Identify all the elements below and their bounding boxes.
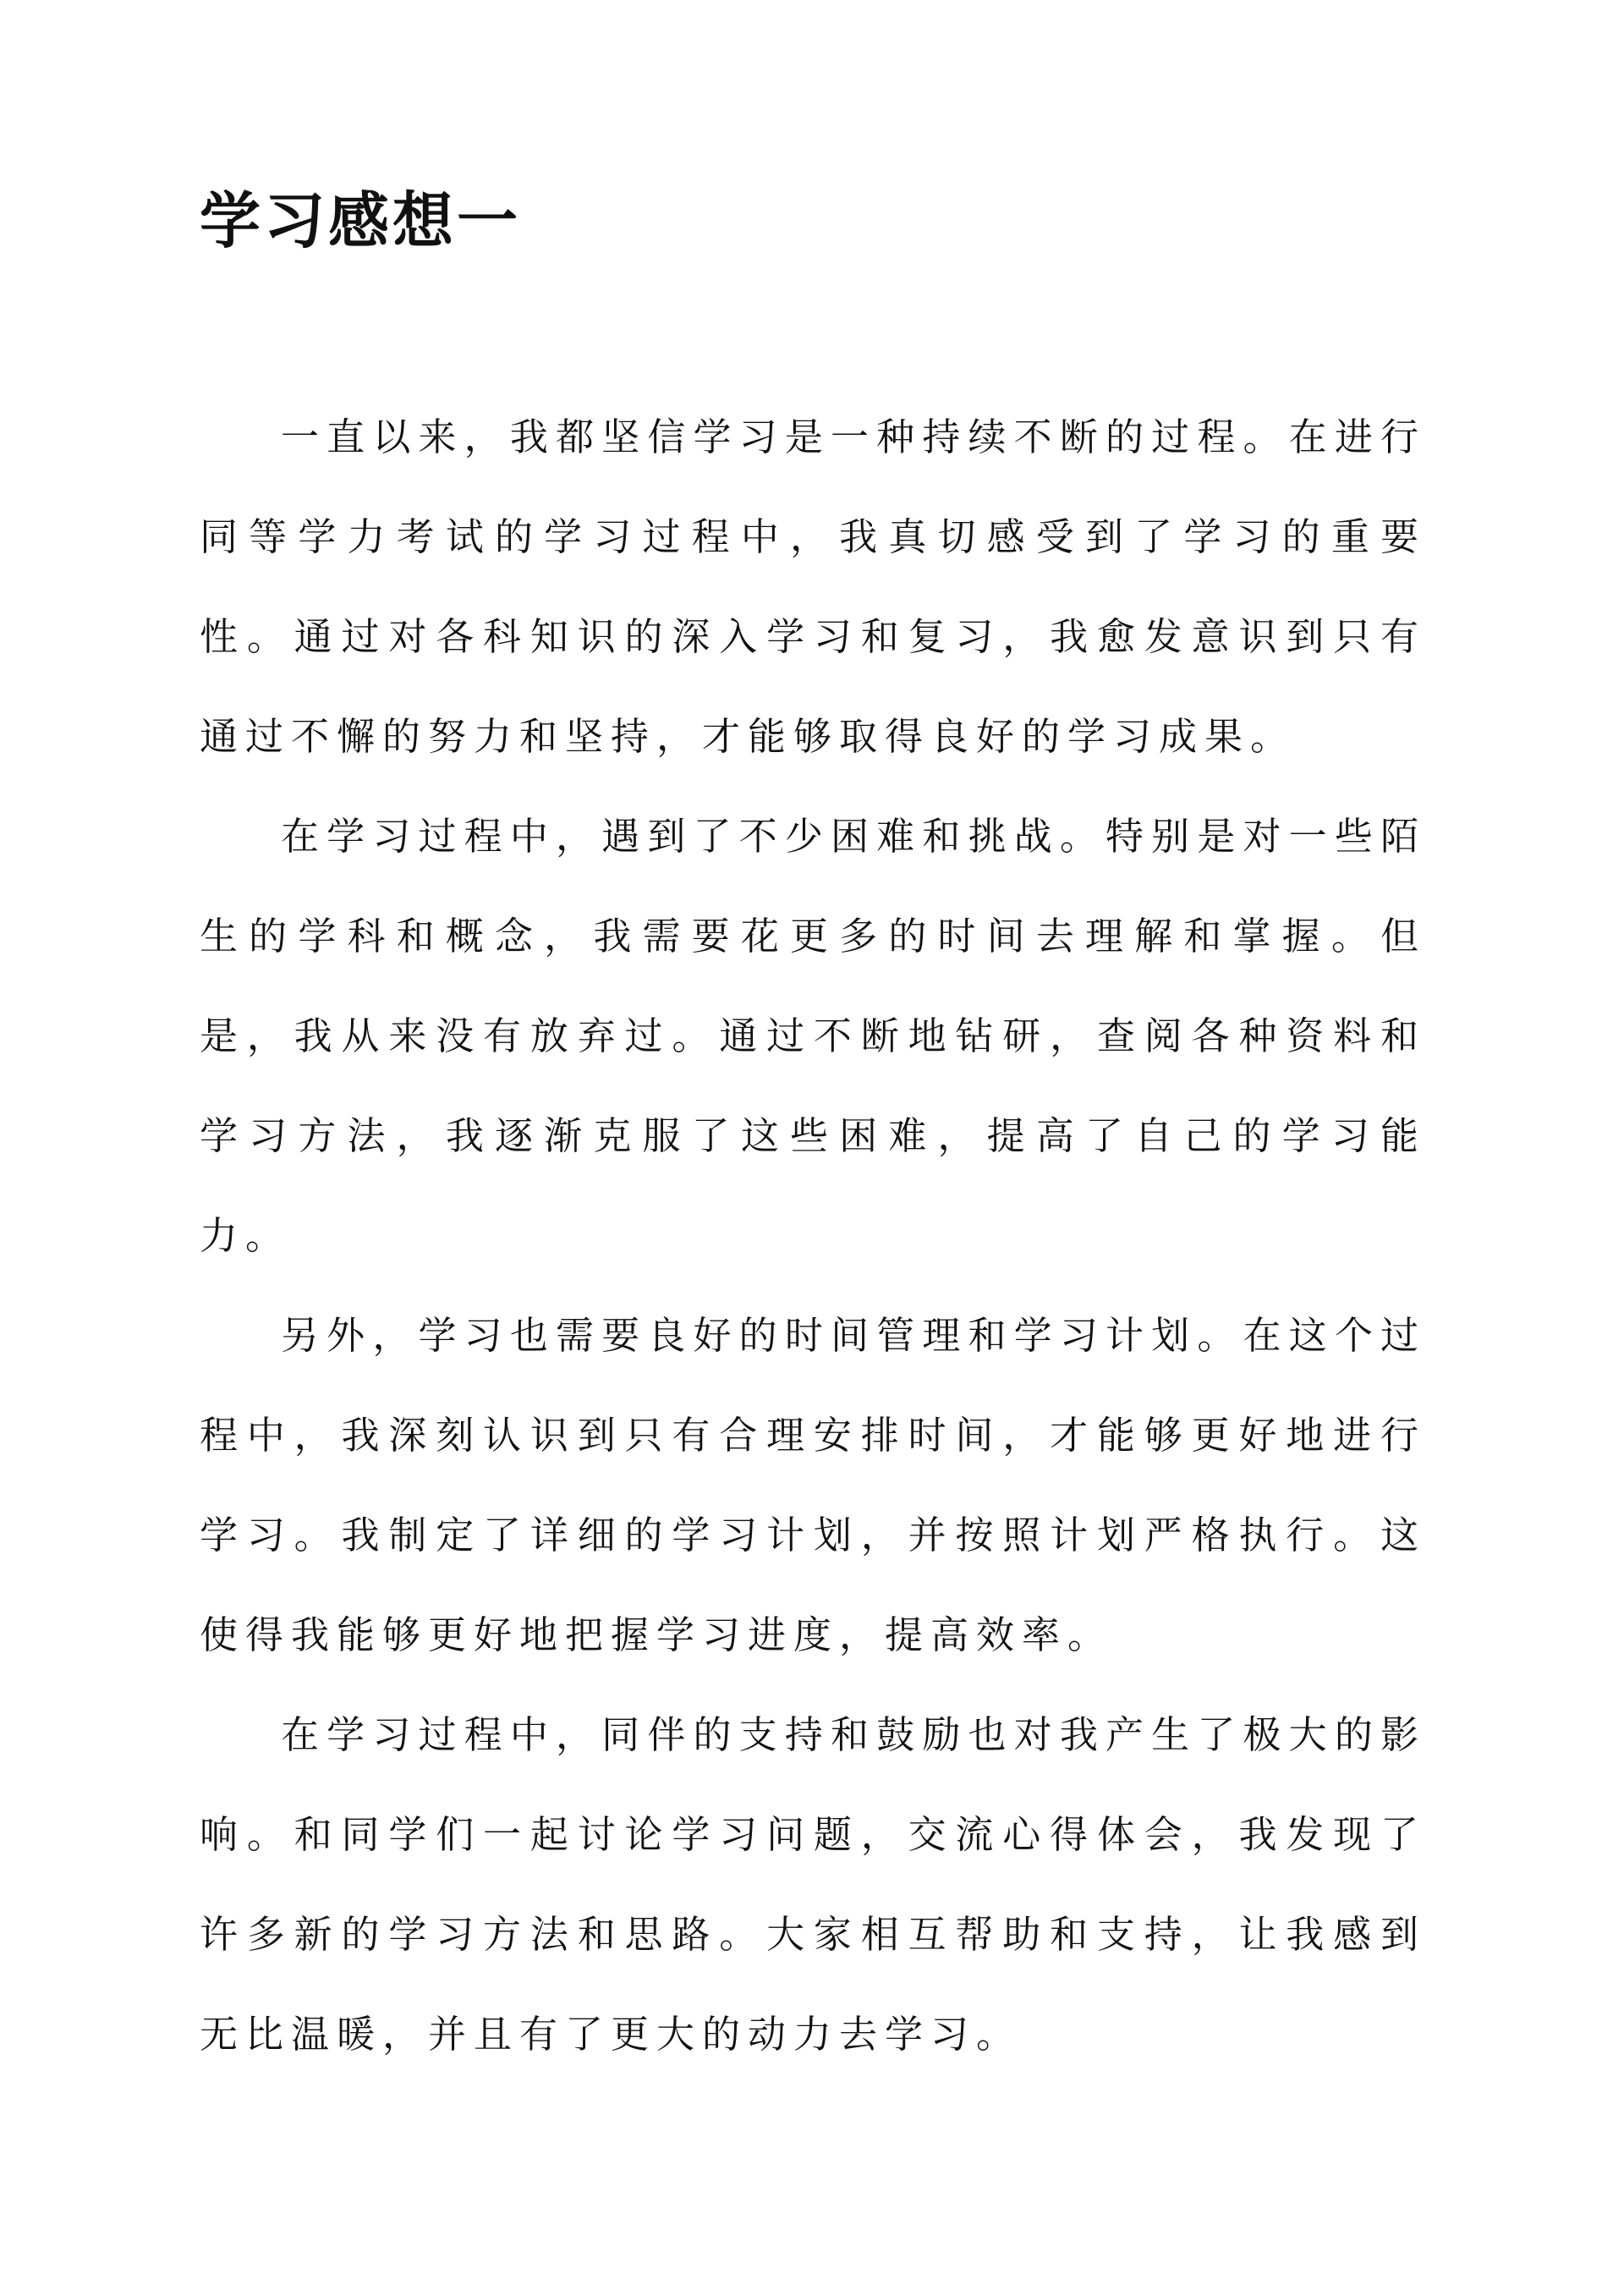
paragraph-3: 另外，学习也需要良好的时间管理和学习计划。在这个过程中，我深刻认识到只有合理安排时间，才能够更好地进行学习。我制定了详细的学习计划，并按照计划严格执行。这使得我能够更好地把握学习进度，提高效率。 (200, 1313, 1426, 1657)
paragraph-4: 在学习过程中，同伴的支持和鼓励也对我产生了极大的影响。和同学们一起讨论学习问题，交流心得体会，我发现了许多新的学习方法和思路。大家相互帮助和支持，让我感到无比温暖，并且有了更大的动力去学习。 (200, 1712, 1426, 2057)
document-title: 学习感想一 (200, 185, 522, 256)
document-body (200, 387, 1426, 2085)
paragraph-1: 一直以来，我都坚信学习是一种持续不断的过程。在进行同等学力考试的学习过程中，我真切感受到了学习的重要性。通过对各科知识的深入学习和复习，我愈发意识到只有通过不懈的努力和坚持，才能够取得良好的学习成果。 (200, 415, 1426, 759)
paragraph-2: 在学习过程中，遇到了不少困难和挑战。特别是对一些陌生的学科和概念，我需要花更多的时间去理解和掌握。但是，我从来没有放弃过。通过不断地钻研，查阅各种资料和学习方法，我逐渐克服了这些困难，提高了自己的学习能力。 (200, 814, 1426, 1258)
